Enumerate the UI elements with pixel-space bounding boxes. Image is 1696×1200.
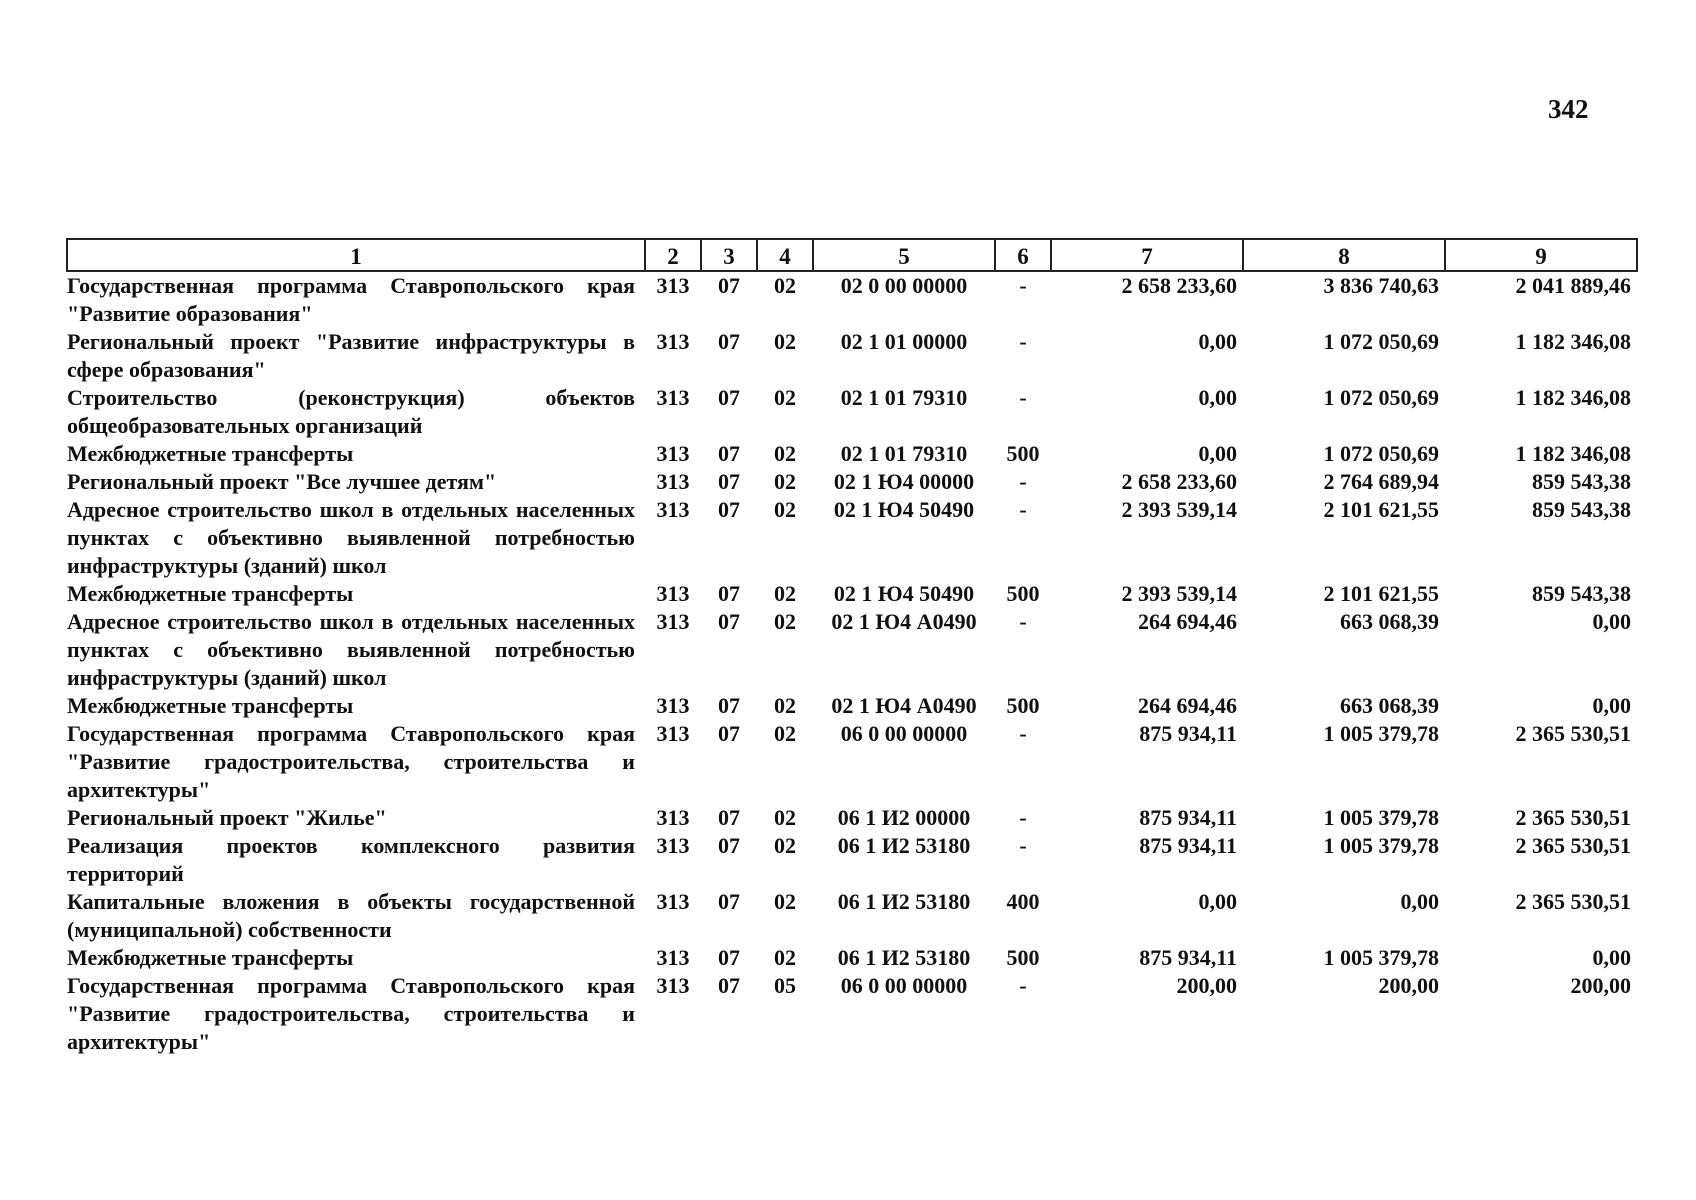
amount-col9: 859 543,38: [1532, 581, 1631, 606]
expense-type-code: -: [1019, 973, 1027, 998]
table-row: [67, 328, 1637, 384]
amount-col9: 1 182 346,08: [1515, 385, 1631, 410]
ministry-code: 313: [656, 581, 690, 606]
amount-col8: 2 764 689,94: [1323, 469, 1439, 494]
amount-col7: 875 934,11: [1139, 721, 1237, 746]
section-code: 07: [718, 329, 740, 354]
amount-col8: 663 068,39: [1340, 609, 1439, 634]
amount-col7: 0,00: [1198, 889, 1237, 914]
section-code: 07: [718, 973, 740, 998]
header-row: [67, 239, 1637, 271]
table-row: [67, 440, 1637, 468]
target-article-code: 06 0 00 00000: [840, 721, 968, 746]
ministry-code: 313: [656, 945, 690, 970]
row-name: Адресное строительство школ в отдельных населенных пунктах с объективно выявленной потребностью инфраструктуры (зданий) школ: [67, 497, 635, 578]
page-number: 342: [1548, 94, 1589, 124]
amount-col9: 2 365 530,51: [1515, 805, 1631, 830]
target-article-code: 02 1 Ю4 А0490: [831, 609, 977, 634]
target-article-code: 06 1 И2 00000: [837, 805, 971, 830]
target-article-code: 06 1 И2 53180: [837, 945, 971, 970]
ministry-code: 313: [656, 469, 690, 494]
section-code: 07: [718, 805, 740, 830]
amount-col7: 2 393 539,14: [1121, 497, 1237, 522]
row-name: Региональный проект "Все лучшее детям": [67, 469, 497, 494]
row-name: Реализация проектов комплексного развития территорий: [67, 833, 635, 886]
table-row: [67, 804, 1637, 832]
row-name: Межбюджетные трансферты: [67, 581, 354, 606]
target-article-code: 02 1 01 79310: [840, 441, 968, 466]
amount-col8: 1 072 050,69: [1323, 441, 1439, 466]
target-article-code: 06 1 И2 53180: [837, 889, 971, 914]
ministry-code: 313: [656, 721, 690, 746]
row-name: Адресное строительство школ в отдельных населенных пунктах с объективно выявленной потребностью инфраструктуры (зданий) школ: [67, 609, 635, 690]
table-row: [67, 608, 1637, 692]
subsection-code: 02: [774, 945, 796, 970]
amount-col7: 0,00: [1198, 385, 1237, 410]
column-header-1: 1: [67, 239, 645, 271]
column-header-3: 3: [701, 239, 757, 271]
amount-col7: 875 934,11: [1139, 833, 1237, 858]
expense-type-code: 500: [1006, 693, 1040, 718]
section-code: 07: [718, 581, 740, 606]
column-header-7: 7: [1051, 239, 1243, 271]
row-name: Межбюджетные трансферты: [67, 441, 354, 466]
target-article-code: 02 1 Ю4 50490: [833, 581, 975, 606]
row-name: Государственная программа Ставропольского края "Развитие образования": [67, 273, 635, 326]
row-name: Государственная программа Ставропольского края "Развитие градостроительства, строительства и архитектуры": [67, 973, 635, 1054]
amount-col8: 0,00: [1400, 889, 1439, 914]
expense-type-code: -: [1019, 329, 1027, 354]
subsection-code: 02: [774, 329, 796, 354]
expense-type-code: -: [1019, 721, 1027, 746]
amount-col9: 1 182 346,08: [1515, 441, 1631, 466]
amount-col9: 1 182 346,08: [1515, 329, 1631, 354]
table-row: [67, 384, 1637, 440]
section-code: 07: [718, 889, 740, 914]
table-row: [67, 271, 1637, 328]
expense-type-code: -: [1019, 805, 1027, 830]
amount-col8: 1 005 379,78: [1323, 833, 1439, 858]
row-name: Региональный проект "Развитие инфраструктуры в сфере образования": [67, 329, 635, 382]
ministry-code: 313: [656, 273, 690, 298]
row-name: Межбюджетные трансферты: [67, 945, 354, 970]
table-row: [67, 832, 1637, 888]
expense-type-code: 500: [1006, 945, 1040, 970]
table-row: [67, 944, 1637, 972]
row-name: Капитальные вложения в объекты государственной (муниципальной) собственности: [67, 889, 635, 942]
row-name: Региональный проект "Жилье": [67, 805, 387, 830]
amount-col8: 200,00: [1378, 973, 1439, 998]
section-code: 07: [718, 385, 740, 410]
target-article-code: 02 1 Ю4 00000: [833, 469, 975, 494]
expense-type-code: 500: [1006, 441, 1040, 466]
amount-col7: 0,00: [1198, 441, 1237, 466]
section-code: 07: [718, 441, 740, 466]
ministry-code: 313: [656, 329, 690, 354]
ministry-code: 313: [656, 889, 690, 914]
amount-col9: 2 365 530,51: [1515, 833, 1631, 858]
amount-col8: 1 072 050,69: [1323, 385, 1439, 410]
expense-type-code: 500: [1006, 581, 1040, 606]
column-header-5: 5: [813, 239, 995, 271]
amount-col8: 1 005 379,78: [1323, 945, 1439, 970]
amount-col9: 859 543,38: [1532, 497, 1631, 522]
amount-col7: 0,00: [1198, 329, 1237, 354]
amount-col7: 200,00: [1176, 973, 1237, 998]
amount-col7: 2 658 233,60: [1121, 273, 1237, 298]
amount-col7: 264 694,46: [1138, 693, 1237, 718]
section-code: 07: [718, 497, 740, 522]
table-row: [67, 692, 1637, 720]
amount-col9: 2 041 889,46: [1515, 273, 1631, 298]
budget-table: [66, 238, 1638, 1056]
subsection-code: 02: [774, 609, 796, 634]
amount-col7: 264 694,46: [1138, 609, 1237, 634]
column-header-2: 2: [645, 239, 701, 271]
amount-col9: 0,00: [1592, 609, 1631, 634]
table-row: [67, 972, 1637, 1056]
section-code: 07: [718, 945, 740, 970]
table-row: [67, 888, 1637, 944]
target-article-code: 02 0 00 00000: [840, 273, 968, 298]
column-header-9: 9: [1445, 239, 1637, 271]
amount-col9: 0,00: [1592, 693, 1631, 718]
row-name: Строительство (реконструкция) объектов общеобразовательных организаций: [67, 385, 635, 438]
expense-type-code: 400: [1006, 889, 1040, 914]
amount-col7: 875 934,11: [1139, 945, 1237, 970]
ministry-code: 313: [656, 693, 690, 718]
table-row: [67, 468, 1637, 496]
section-code: 07: [718, 833, 740, 858]
column-header-4: 4: [757, 239, 813, 271]
expense-type-code: -: [1019, 273, 1027, 298]
row-name: Межбюджетные трансферты: [67, 693, 354, 718]
subsection-code: 02: [774, 273, 796, 298]
subsection-code: 05: [774, 973, 796, 998]
subsection-code: 02: [774, 441, 796, 466]
table-row: [67, 720, 1637, 804]
column-header-8: 8: [1243, 239, 1445, 271]
amount-col8: 663 068,39: [1340, 693, 1439, 718]
amount-col8: 3 836 740,63: [1323, 273, 1439, 298]
expense-type-code: -: [1019, 609, 1027, 634]
amount-col7: 2 393 539,14: [1121, 581, 1237, 606]
expense-type-code: -: [1019, 833, 1027, 858]
expense-type-code: -: [1019, 385, 1027, 410]
table-header: [67, 239, 1637, 271]
amount-col7: 2 658 233,60: [1121, 469, 1237, 494]
amount-col8: 1 005 379,78: [1323, 805, 1439, 830]
amount-col9: 859 543,38: [1532, 469, 1631, 494]
ministry-code: 313: [656, 497, 690, 522]
amount-col9: 2 365 530,51: [1515, 721, 1631, 746]
ministry-code: 313: [656, 973, 690, 998]
row-name: Государственная программа Ставропольского края "Развитие градостроительства, строительства и архитектуры": [67, 721, 635, 802]
target-article-code: 02 1 01 00000: [840, 329, 968, 354]
ministry-code: 313: [656, 805, 690, 830]
section-code: 07: [718, 609, 740, 634]
amount-col9: 200,00: [1570, 973, 1631, 998]
subsection-code: 02: [774, 833, 796, 858]
subsection-code: 02: [774, 385, 796, 410]
amount-col9: 0,00: [1592, 945, 1631, 970]
amount-col8: 1 005 379,78: [1323, 721, 1439, 746]
amount-col7: 875 934,11: [1139, 805, 1237, 830]
subsection-code: 02: [774, 581, 796, 606]
section-code: 07: [718, 721, 740, 746]
target-article-code: 02 1 Ю4 А0490: [831, 693, 977, 718]
amount-col8: 2 101 621,55: [1323, 497, 1439, 522]
amount-col8: 1 072 050,69: [1323, 329, 1439, 354]
target-article-code: 06 0 00 00000: [840, 973, 968, 998]
subsection-code: 02: [774, 693, 796, 718]
subsection-code: 02: [774, 469, 796, 494]
ministry-code: 313: [656, 609, 690, 634]
expense-type-code: -: [1019, 497, 1027, 522]
target-article-code: 06 1 И2 53180: [837, 833, 971, 858]
table-body: [67, 271, 1637, 1056]
subsection-code: 02: [774, 805, 796, 830]
expense-type-code: -: [1019, 469, 1027, 494]
subsection-code: 02: [774, 497, 796, 522]
ministry-code: 313: [656, 385, 690, 410]
column-header-6: 6: [995, 239, 1051, 271]
ministry-code: 313: [656, 833, 690, 858]
section-code: 07: [718, 469, 740, 494]
table-row: [67, 496, 1637, 580]
table-row: [67, 580, 1637, 608]
section-code: 07: [718, 693, 740, 718]
ministry-code: 313: [656, 441, 690, 466]
subsection-code: 02: [774, 889, 796, 914]
subsection-code: 02: [774, 721, 796, 746]
amount-col9: 2 365 530,51: [1515, 889, 1631, 914]
target-article-code: 02 1 Ю4 50490: [833, 497, 975, 522]
section-code: 07: [718, 273, 740, 298]
amount-col8: 2 101 621,55: [1323, 581, 1439, 606]
target-article-code: 02 1 01 79310: [840, 385, 968, 410]
